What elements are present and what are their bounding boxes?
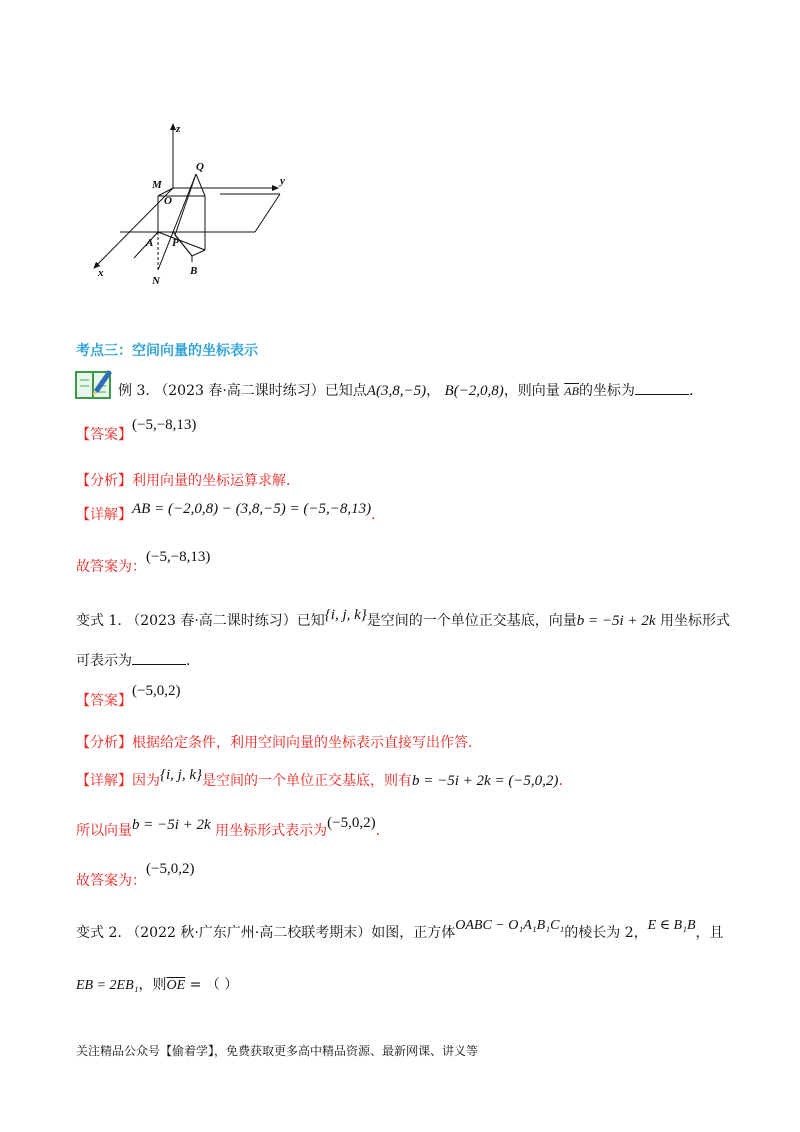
variant1-text2: 用坐标形式 <box>659 613 730 629</box>
variant2-eq: = <box>189 977 202 993</box>
variant2-text1: 的棱长为 2， <box>564 925 648 941</box>
final-value: (−5,−8,13) <box>146 549 211 565</box>
line3-vector: b = −5i + 2k <box>132 817 211 833</box>
variant1-analysis <box>76 732 472 752</box>
example3-answer <box>76 417 197 444</box>
analysis-tag: 【分析】 <box>76 735 132 751</box>
variant2-text3: ，则 <box>138 977 167 993</box>
label-m: M <box>152 179 162 191</box>
variant1-detail <box>76 767 563 790</box>
variant2-question <box>76 918 724 942</box>
variant2-cond2: EB = 2EB₁ <box>76 978 139 993</box>
variant1-line2-text: 可表示为 <box>76 653 132 669</box>
detail-text2: 是空间的一个单位正交基底，则有 <box>202 773 412 789</box>
example3-final <box>76 549 211 576</box>
example3-point-b: B(−2,0,8) <box>444 383 504 399</box>
analysis-text: 利用向量的坐标运算求解. <box>132 473 291 489</box>
label-z: z <box>176 123 181 135</box>
variant1-source: （2023 春·高二课时练习）已知 <box>126 613 325 629</box>
label-y: y <box>280 175 285 187</box>
line3-value: (−5,0,2) <box>327 815 376 831</box>
label-b: B <box>190 265 198 277</box>
example3-question <box>118 380 693 400</box>
variant1-final <box>76 861 195 890</box>
answer-tag: 【答案】 <box>76 693 132 709</box>
detail-tag: 【详解】 <box>76 507 132 523</box>
line3-text1: 所以向量 <box>76 823 132 839</box>
analysis-text: 根据给定条件，利用空间向量的坐标表示直接写出作答. <box>132 735 473 751</box>
final-label: 故答案为： <box>76 873 146 889</box>
variant2-source: （2022 秋·广东广州·高二校联考期末）如图，正方体 <box>126 925 456 941</box>
variant2-label: 变式 2. <box>76 925 122 941</box>
example3-mid: ，则向量 <box>503 383 560 399</box>
x-axis <box>94 188 173 268</box>
book-pencil-icon <box>74 366 114 402</box>
label-x: x <box>98 267 104 279</box>
coordinate-figure <box>80 110 310 300</box>
example3-vector: $\overline{AB}$ <box>564 384 579 398</box>
line3-text2: 用坐标形式表示为 <box>215 823 328 839</box>
variant1-text1: 是空间的一个单位正交基底，向量 <box>366 613 577 629</box>
detail-math: AB = (−2,0,8) − (3,8,−5) = (−5,−8,13) <box>132 501 372 517</box>
variant1-question <box>76 607 730 630</box>
example3-source: （2023 春·高二课时练习）已知点 <box>154 383 367 399</box>
detail-basis: {i, j, k} <box>160 767 202 783</box>
final-label: 故答案为： <box>76 559 146 575</box>
answer-tag: 【答案】 <box>76 427 132 443</box>
label-a: A <box>146 237 154 249</box>
analysis-tag: 【分析】 <box>76 473 132 489</box>
example3-sep: ， <box>426 383 441 399</box>
answer-value: (−5,−8,13) <box>132 417 197 433</box>
answer-value: (−5,0,2) <box>132 683 181 699</box>
variant2-line2 <box>76 974 238 994</box>
variant1-end: . <box>186 653 191 669</box>
section-title: 考点三：空间向量的坐标表示 <box>76 343 258 359</box>
variant2-vector: $\overline{OE}$ <box>166 978 186 993</box>
detail-tag: 【详解】 <box>76 773 132 789</box>
example3-end: . <box>688 383 694 399</box>
example3-analysis <box>76 470 290 490</box>
example3-tail: 的坐标为 <box>578 383 635 399</box>
detail-text1: 因为 <box>132 773 160 789</box>
answer-blank <box>132 652 186 665</box>
footer-note: 关注精品公众号【偷着学】，免费获取更多高中精品资源、最新网课、讲义等 <box>76 1044 479 1058</box>
detail-end: . <box>558 773 563 789</box>
variant2-cube: OABC − O₁A₁B₁C₁ <box>455 918 565 933</box>
variant1-basis: {i, j, k} <box>324 607 367 623</box>
variant2-paren: （ ） <box>205 977 239 993</box>
line3-end: . <box>375 823 381 839</box>
label-p: P <box>172 237 179 249</box>
example3-detail <box>76 501 376 524</box>
final-value: (−5,0,2) <box>146 861 195 877</box>
example3-label: 例 3. <box>118 383 150 399</box>
detail-end: . <box>371 507 376 523</box>
variant2-cond: E ∈ B₁B <box>647 918 696 933</box>
answer-blank <box>635 382 689 395</box>
detail-math: b = −5i + 2k = (−5,0,2) <box>412 773 559 789</box>
variant2-text2: ，且 <box>695 925 724 941</box>
label-o: O <box>164 195 172 207</box>
variant1-answer <box>76 683 181 710</box>
example3-point-a: A(3,8,−5) <box>366 383 427 399</box>
label-n: N <box>152 275 160 287</box>
variant1-vector: b = −5i + 2k <box>576 613 656 629</box>
label-q: Q <box>196 161 204 173</box>
variant1-line3 <box>76 815 381 840</box>
variant1-line2 <box>76 650 190 670</box>
variant1-label: 变式 1. <box>76 613 122 629</box>
